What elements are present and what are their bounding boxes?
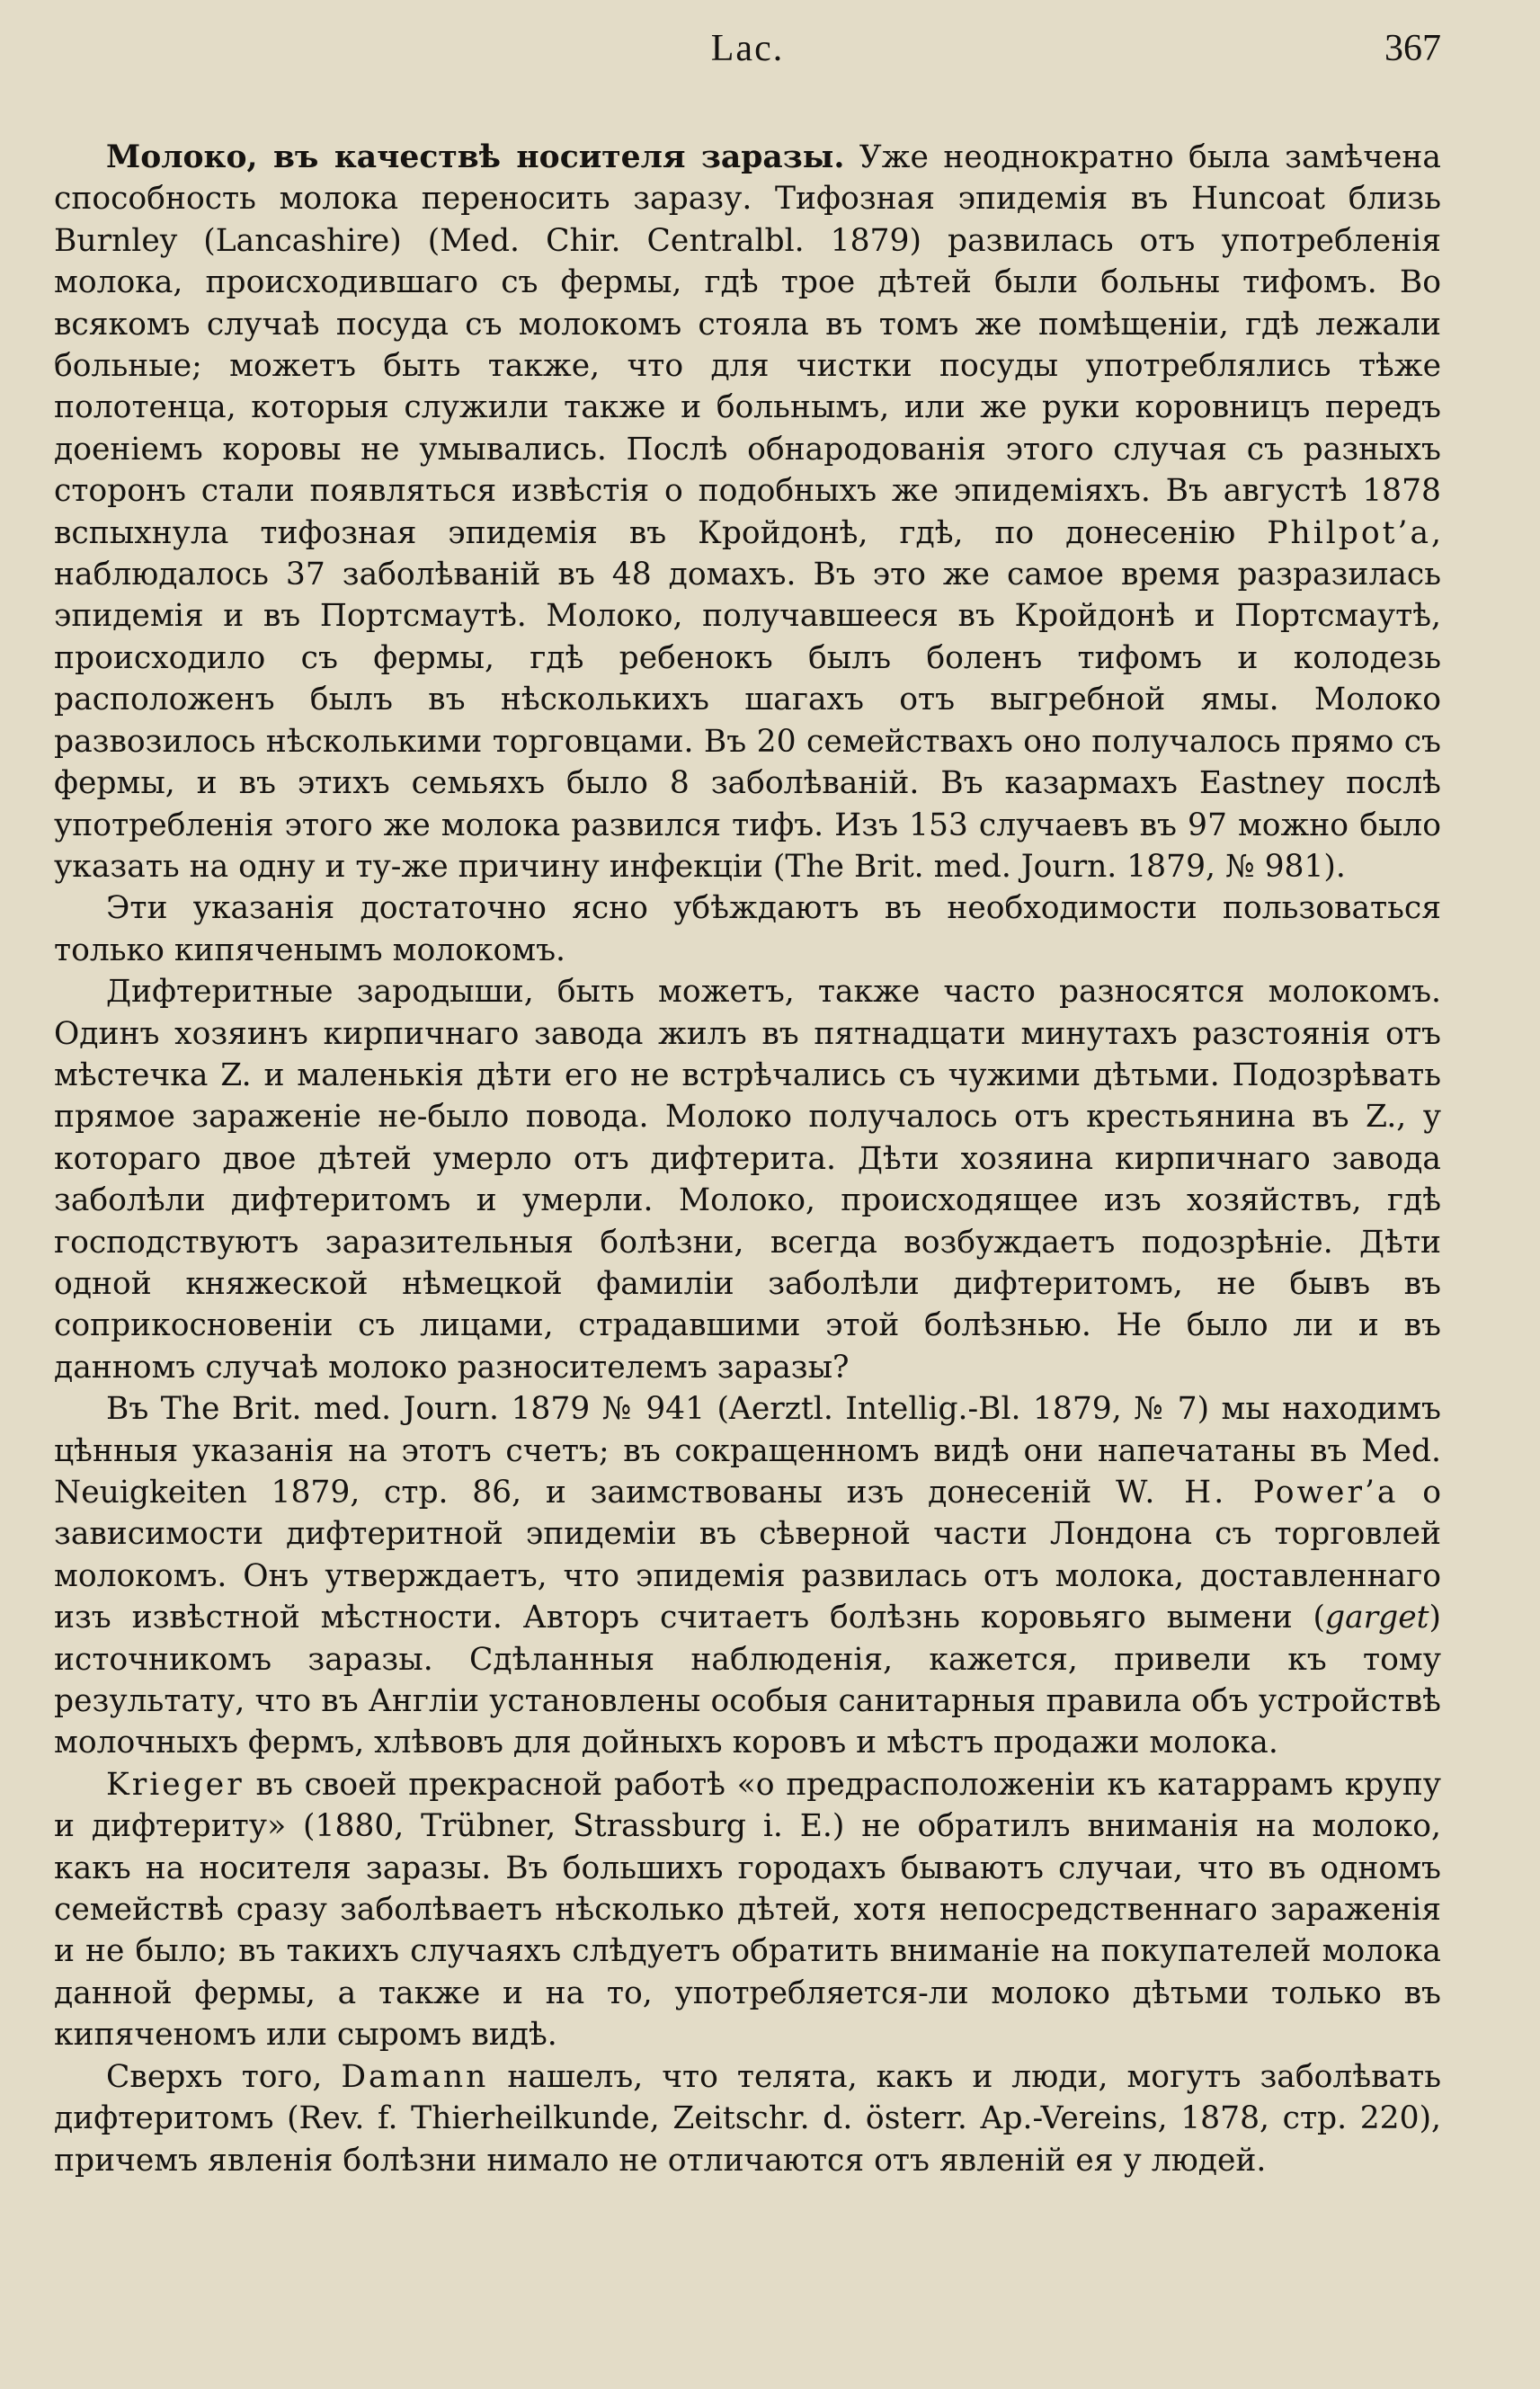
author-name: Krieger — [106, 1766, 245, 1803]
author-name: W. H. Power’a — [1116, 1475, 1399, 1511]
paragraph-milk-as-carrier — [54, 137, 1441, 887]
paragraph-krieger — [54, 1764, 1441, 2056]
paragraph-text: Уже неоднократно была замѣчена способность молока переносить заразу. Тифозная эпидемія въ Huncoat близь Burnley (Lancashire) (Med. Chir. Centralbl. 1879) развилась отъ употребленія молока, происходившаго съ фермы, гдѣ трое дѣтей были больны тифомъ. Во всякомъ случаѣ посуда съ молокомъ стояла въ томъ же помѣщеніи, гдѣ лежали больные; можетъ быть также, что для чистки посуды употреблялись тѣже полотенца, которыя служили также и больнымъ, или же руки коровницъ передъ доеніемъ коровы не умывались. Послѣ обнародованія этого случая съ разныхъ сторонъ стали появляться извѣстія о подобныхъ же эпидеміяхъ. Въ августѣ 1878 вспыхнула тифозная эпидемія въ Кройдонѣ, гдѣ, по донесенію — [54, 139, 1441, 551]
paragraph-text: въ своей прекрасной работѣ «о предрасположеніи къ катаррамъ крупу и дифтериту» (1880, Trübner, Strassburg i. E.) не обратилъ вниманія на молоко, какъ на носителя заразы. Въ большихъ городахъ бываютъ случаи, что въ одномъ семействѣ сразу заболѣваетъ нѣсколько дѣтей, хотя непосредственнаго зараженія и не было; въ такихъ случаяхъ слѣдуетъ обратить вниманіе на покупателей молока данной фермы, а также и на то, употребляется-ли молоко дѣтьми только въ кипяченомъ или сыромъ видѣ. — [54, 1766, 1441, 2054]
paragraph-boiled-milk — [54, 887, 1441, 971]
paragraph-text: ) источникомъ заразы. Сдѣланныя наблюденія, кажется, привели къ тому результату, что въ Англіи установлены особыя санитарныя правила объ устройствѣ молочныхъ фермъ, хлѣвовъ для дойныхъ коровъ и мѣстъ продажи молока. — [54, 1600, 1441, 1761]
paragraph-text: Эти указанія достаточно ясно убѣждаютъ въ необходимости пользоваться только кипяченымъ молокомъ. — [54, 890, 1441, 968]
author-name: Philpot’a — [1267, 514, 1432, 551]
running-title: Lac. — [710, 28, 785, 69]
section-heading: Молоко, въ качествѣ носителя заразы. — [106, 139, 845, 175]
page-number: 367 — [1384, 28, 1441, 69]
paragraph-text: Сверхъ того, — [106, 2058, 342, 2095]
paragraph-diphtheria-germs — [54, 971, 1441, 1388]
italic-term: garget — [1325, 1600, 1429, 1636]
paragraph-text: Дифтеритные зародыши, быть можетъ, также часто разносятся молокомъ. Одинъ хозяинъ кирпичнаго завода жилъ въ пятнадцати минутахъ разстоянія отъ мѣстечка Z. и маленькія дѣти его не встрѣчались съ чужими дѣтьми. Подозрѣвать прямое зараженіе не-было повода. Молоко получалось отъ крестьянина въ Z., у котораго двое дѣтей умерло отъ дифтерита. Дѣти хозяина кирпичнаго завода заболѣли дифтеритомъ и умерли. Молоко, происходящее изъ хозяйствъ, гдѣ господствуютъ заразительныя болѣзни, всегда возбуждаетъ подозрѣніе. Дѣти одной княжеской нѣмецкой фамиліи заболѣли дифтеритомъ, не бывъ въ соприкосновеніи съ лицами, страдавшими этой болѣзнью. Не было ли и въ данномъ случаѣ молоко разносителемъ заразы? — [54, 974, 1441, 1386]
paragraph-text: Въ The Brit. med. Journ. 1879 № 941 (Aerztl. Intellig.-Bl. 1879, № 7) мы находимъ цѣнныя указанія на этотъ счетъ; въ сокращенномъ видѣ они напечатаны въ Med. Neuigkeiten 1879, стр. 86, и заимствованы изъ донесеній — [54, 1391, 1441, 1511]
author-name: Damann — [341, 2058, 489, 2095]
paragraph-text: , наблюдалось 37 заболѣваній въ 48 домахъ. Въ это же самое время разразилась эпидемія и въ Портсмаутѣ. Молоко, получавшееся въ Кройдонѣ и Портсмаутѣ, происходило съ фермы, гдѣ ребенокъ былъ боленъ тифомъ и колодезь расположенъ былъ въ нѣсколькихъ шагахъ отъ выгребной ямы. Молоко развозилось нѣсколькими торговцами. Въ 20 семействахъ оно получалось прямо съ фермы, и въ этихъ семьяхъ было 8 заболѣваній. Въ казармахъ Eastney послѣ употребленія этого же молока развился тифъ. Изъ 153 случаевъ въ 97 можно было указать на одну и ту-же причину инфекціи (The Brit. med. Journ. 1879, № 981). — [54, 514, 1441, 885]
page-body — [54, 137, 1441, 2181]
paragraph-text: нашелъ, что телята, какъ и люди, могутъ заболѣвать дифтеритомъ (Rev. f. Thierheilkunde, Zeitschr. d. österr. Ap.-Vereins, 1878, стр. 220), причемъ явленія болѣзни нимало не отличаются отъ явленій ея у людей. — [54, 2058, 1441, 2179]
paragraph-damann — [54, 2056, 1441, 2181]
paragraph-brit-med-journ — [54, 1388, 1441, 1764]
running-header — [54, 27, 1441, 81]
paragraph-text: о зависимости дифтеритной эпидеміи въ сѣверной части Лондона съ торговлей молокомъ. Онъ утверждаетъ, что эпидемія развилась отъ молока, доставленнаго изъ извѣстной мѣстности. Авторъ считаетъ болѣзнь коровьяго вымени ( — [54, 1475, 1441, 1636]
